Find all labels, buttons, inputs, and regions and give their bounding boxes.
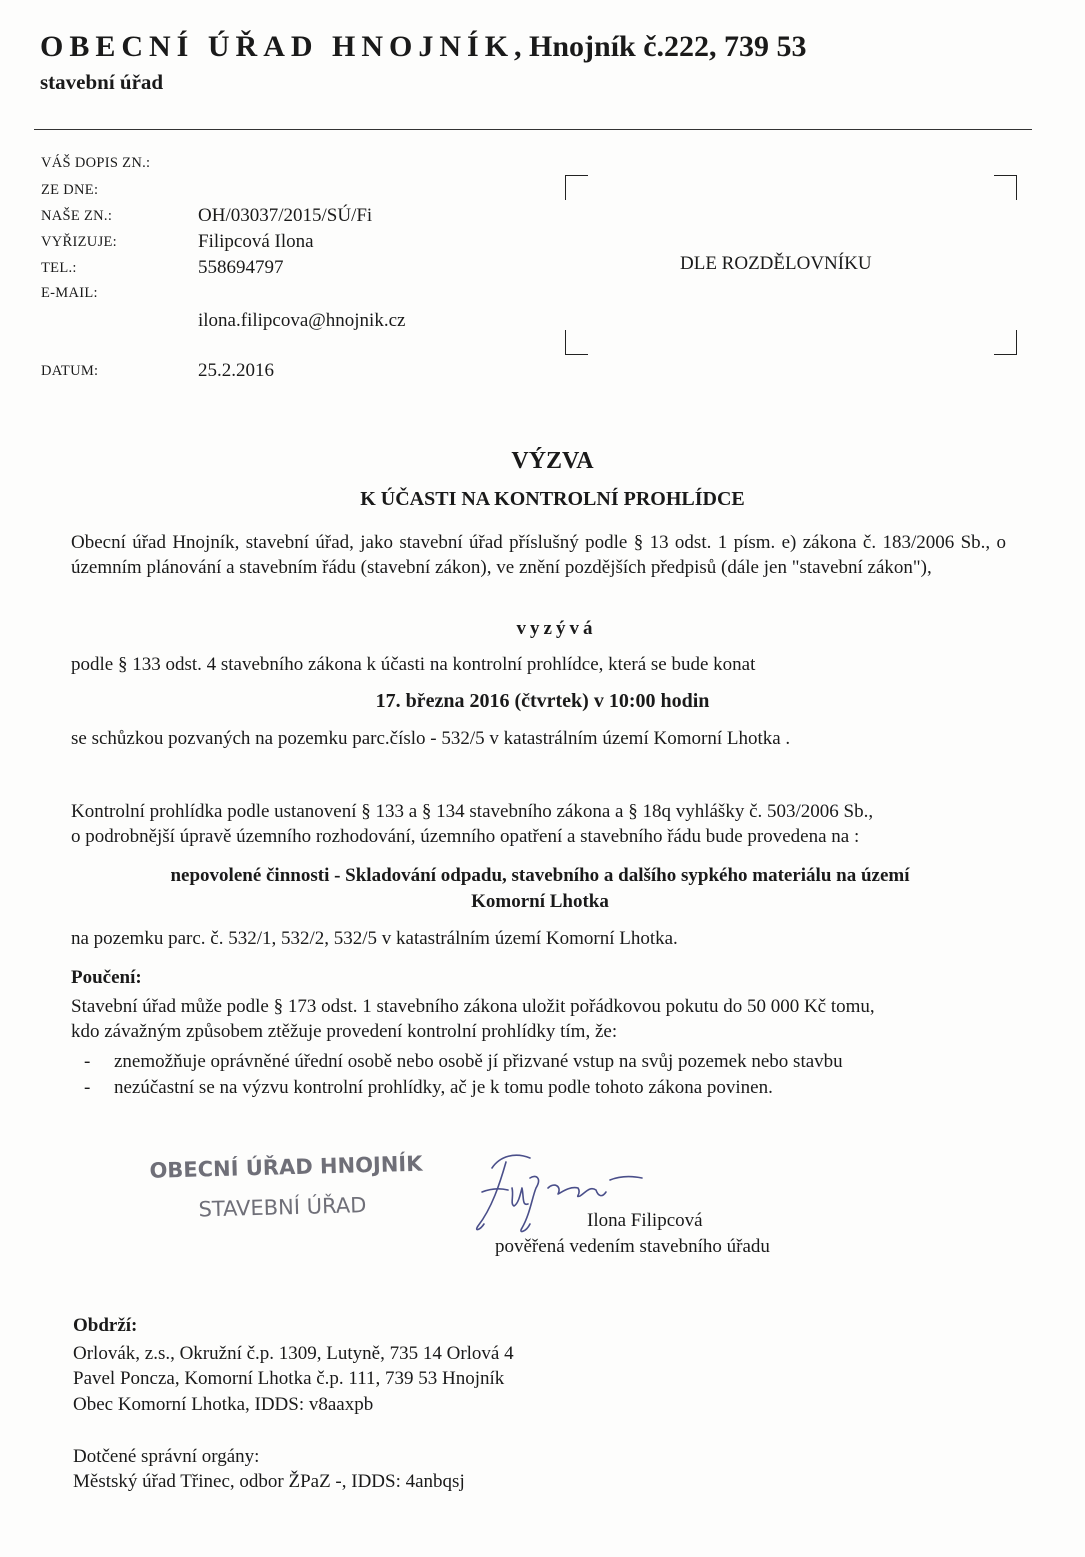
bullet-text: znemožňuje oprávněné úřední osobě nebo osobě jí přizvané vstup na svůj pozemek nebo stavbu bbox=[114, 1051, 843, 1072]
meeting-place: se schůzkou pozvaných na pozemku parc.číslo - 532/5 v katastrálním území Komorní Lhotka . bbox=[71, 728, 791, 749]
our-ref-value: OH/03037/2015/SÚ/Fi bbox=[198, 205, 373, 226]
document-subtitle: K ÚČASTI NA KONTROLNÍ PROHLÍDCE bbox=[360, 488, 745, 510]
recipient-item: Obec Komorní Lhotka, IDDS: v8aaxpb bbox=[73, 1394, 374, 1415]
instruction-bullet bbox=[84, 1077, 773, 1099]
instruction-line2: kdo závažným způsobem ztěžuje provedení kontrolní prohlídky tím, že: bbox=[71, 1021, 618, 1042]
office-address: , Hnojník č.222, 739 53 bbox=[514, 30, 807, 63]
instruction-line1: Stavební úřad může podle § 173 odst. 1 stavebního zákona uložit pořádkovou pokutu do 50 000 Kč tomu, bbox=[71, 996, 875, 1017]
corner-mark bbox=[994, 330, 1017, 355]
bullet-text: nezúčastní se na výzvu kontrolní prohlídky, ač je k tomu podle tohoto zákona povinen. bbox=[114, 1077, 773, 1098]
recipient-address: DLE ROZDĚLOVNÍKU bbox=[680, 253, 872, 274]
from-date-label: ZE DNE: bbox=[41, 182, 99, 198]
bullet-mark: - bbox=[84, 1077, 91, 1098]
bullet-mark: - bbox=[84, 1051, 91, 1072]
recipient-item: Pavel Poncza, Komorní Lhotka č.p. 111, 739 53 Hnojník bbox=[73, 1368, 505, 1389]
inspection-basis-line2: o podrobnější úpravě územního rozhodování, územního opatření a stavebního řádu bude provedena na : bbox=[71, 826, 860, 847]
phone-value: 558694797 bbox=[198, 257, 284, 278]
corner-mark bbox=[565, 175, 588, 200]
instruction-bullet bbox=[84, 1051, 843, 1073]
office-department: stavební úřad bbox=[40, 70, 164, 94]
stamp-line2: STAVEBNÍ ÚŘAD bbox=[198, 1193, 367, 1222]
date-value: 25.2.2016 bbox=[198, 360, 274, 381]
vyzyva-word: vyzývá bbox=[516, 618, 597, 639]
office-header bbox=[40, 30, 807, 64]
authority-item: Městský úřad Třinec, odbor ŽPaZ -, IDDS: 4anbqsj bbox=[73, 1471, 465, 1492]
inspection-basis-line1: Kontrolní prohlídka podle ustanovení § 133 a § 134 stavebního zákona a § 18q vyhlášky č. 503/2006 Sb., bbox=[71, 801, 874, 822]
stamp-line1: OBECNÍ ÚŘAD HNOJNÍK bbox=[149, 1151, 423, 1183]
authorities-heading: Dotčené správní orgány: bbox=[73, 1446, 260, 1467]
office-stamp bbox=[149, 1151, 441, 1223]
phone-label: TEL.: bbox=[41, 260, 77, 276]
header-divider bbox=[34, 129, 1032, 130]
corner-mark bbox=[565, 330, 588, 355]
call-line: podle § 133 odst. 4 stavebního zákona k účasti na kontrolní prohlídce, která se bude konat bbox=[71, 654, 756, 675]
document-title: VÝZVA bbox=[511, 448, 594, 474]
date-label: DATUM: bbox=[41, 363, 99, 379]
handled-by-value: Filipcová Ilona bbox=[198, 231, 314, 252]
handled-by-label: VYŘIZUJE: bbox=[41, 234, 117, 250]
activity-description bbox=[100, 863, 980, 915]
signer-name: Ilona Filipcová bbox=[587, 1210, 703, 1231]
our-ref-label: NAŠE ZN.: bbox=[41, 208, 113, 224]
intro-paragraph: Obecní úřad Hnojník, stavební úřad, jako stavební úřad příslušný podle § 13 odst. 1 písm. e) zákona č. 183/2006 Sb., o územním plánování a stavebním řádu (stavební zákon), ve znění pozdějších předpisů (dále jen "stavební zákon"), bbox=[71, 532, 1006, 578]
recipients-heading: Obdrží: bbox=[73, 1315, 138, 1336]
office-name: OBECNÍ ÚŘAD HNOJNÍK bbox=[40, 30, 515, 63]
activity-line2: Komorní Lhotka bbox=[471, 891, 609, 912]
signer-role: pověřená vedením stavebního úřadu bbox=[495, 1236, 770, 1257]
email-label: E-MAIL: bbox=[41, 285, 98, 301]
your-letter-label: VÁŠ DOPIS ZN.: bbox=[41, 155, 151, 171]
address-window bbox=[565, 175, 1017, 355]
meeting-date: 17. března 2016 (čtvrtek) v 10:00 hodin bbox=[375, 690, 710, 712]
instruction-heading: Poučení: bbox=[71, 967, 142, 988]
email-value: ilona.filipcova@hnojnik.cz bbox=[198, 310, 406, 331]
parcels-line: na pozemku parc. č. 532/1, 532/2, 532/5 v katastrálním území Komorní Lhotka. bbox=[71, 928, 678, 949]
activity-line1: nepovolené činnosti - Skladování odpadu, stavebního a dalšího sypkého materiálu na území bbox=[170, 865, 910, 886]
corner-mark bbox=[994, 175, 1017, 200]
recipient-item: Orlovák, z.s., Okružní č.p. 1309, Lutyně, 735 14 Orlová 4 bbox=[73, 1343, 514, 1364]
